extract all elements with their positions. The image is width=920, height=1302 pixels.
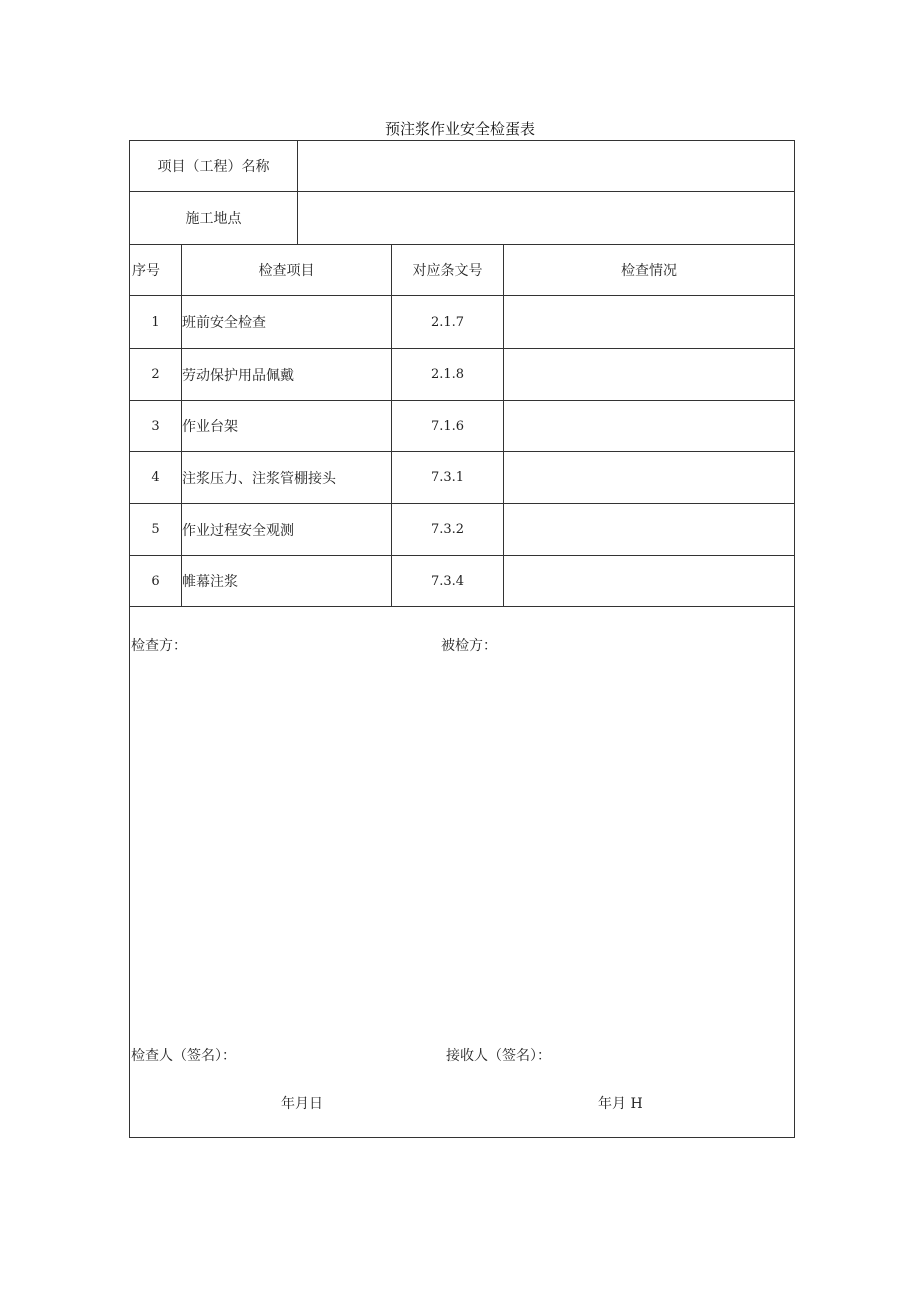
inspection-form <box>129 140 795 1138</box>
row-seq: 5 <box>151 522 160 537</box>
column-header-status: 检查情况 <box>621 263 677 279</box>
row-seq: 3 <box>151 418 160 434</box>
row-clause: 7.3.2 <box>430 522 465 537</box>
row-clause: 7.1.6 <box>430 418 465 434</box>
row-seq: 2 <box>151 367 160 382</box>
row-item: 作业过程安全观测 <box>182 522 294 539</box>
row-seq: 4 <box>151 470 160 485</box>
project-name-label: 项目（工程）名称 <box>157 159 270 175</box>
inspector-date: 年月日 <box>281 1096 323 1112</box>
column-header-item: 检查项目 <box>258 263 315 279</box>
row-clause: 2.1.7 <box>430 314 465 330</box>
site-field[interactable] <box>298 192 794 244</box>
row-status-field[interactable] <box>504 452 794 503</box>
row-item: 作业台架 <box>182 419 238 435</box>
document-title: 预注浆作业安全检蛋表 <box>384 120 535 138</box>
row-item: 班前安全检查 <box>182 315 266 331</box>
row-status-field[interactable] <box>504 504 794 555</box>
inspector-signature-label: 检查人（签名）： <box>131 1048 236 1064</box>
column-header-clause: 对应条文号 <box>412 263 483 279</box>
row-clause: 7.3.4 <box>430 573 465 589</box>
project-name-field[interactable] <box>298 141 794 191</box>
row-status-field[interactable] <box>504 296 794 348</box>
rule <box>130 606 794 607</box>
row-item: 劳动保护用品佩戴 <box>182 367 294 384</box>
row-item: 帷幕注浆 <box>182 574 238 590</box>
receiver-date: 年月 H <box>598 1096 643 1112</box>
row-clause: 2.1.8 <box>430 367 465 382</box>
receiver-signature-label: 接收人（签名）： <box>446 1048 551 1064</box>
inspected-party-label: 被检方： <box>441 638 497 654</box>
row-clause: 7.3.1 <box>430 470 465 485</box>
column-header-seq: 序号 <box>132 263 160 279</box>
row-seq: 6 <box>151 573 160 589</box>
row-status-field[interactable] <box>504 556 794 606</box>
row-item: 注浆压力、注浆管棚接头 <box>182 470 336 487</box>
site-label: 施工地点 <box>185 211 242 227</box>
row-seq: 1 <box>151 314 160 330</box>
inspector-party-label: 检查方： <box>131 638 187 654</box>
row-status-field[interactable] <box>504 349 794 400</box>
row-status-field[interactable] <box>504 401 794 451</box>
